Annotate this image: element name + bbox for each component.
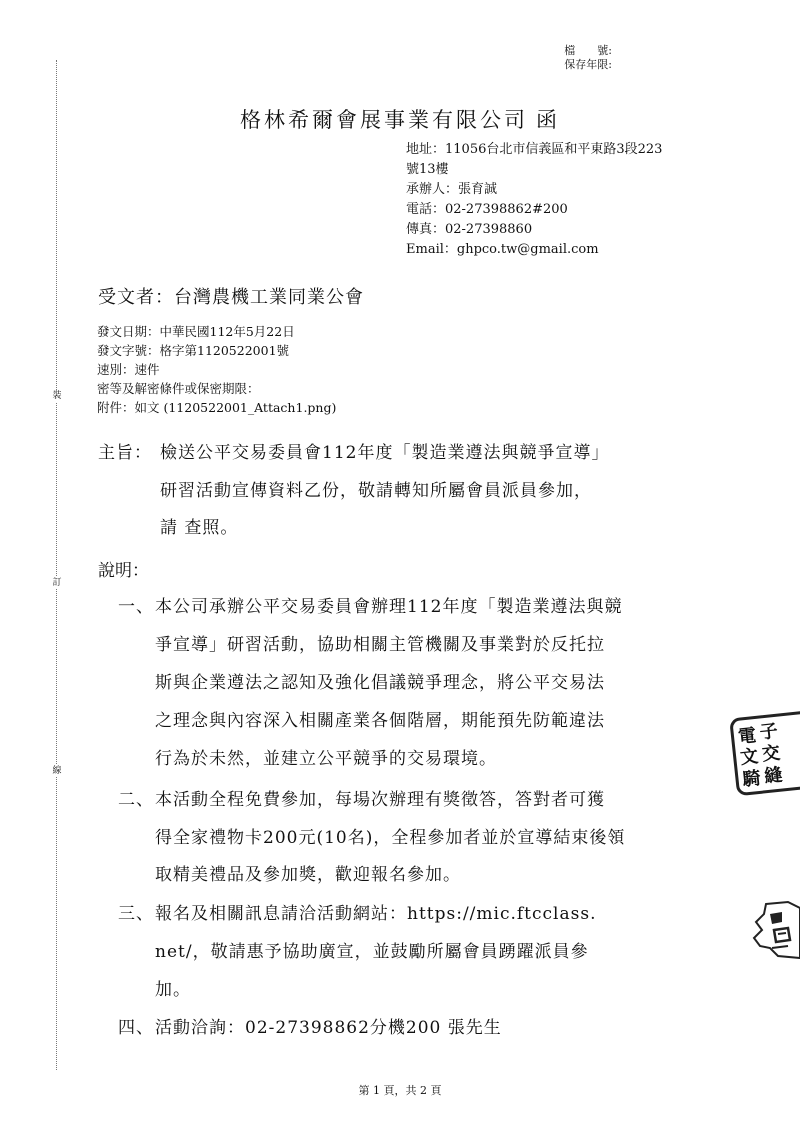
recipient: 受文者：台灣農機工業同業公會 (98, 287, 364, 308)
explanation-line: 爭宣導」研習活動，協助相關主管機關及事業對於反托拉 (155, 635, 605, 655)
explanation-line: 活動洽詢：02-27398862分機200 張先生 (155, 1018, 502, 1038)
explanation-item-number: 一、 (118, 597, 154, 617)
doc-type: 函 (536, 108, 560, 132)
org-name: 格林希爾會展事業有限公司 (240, 108, 528, 132)
explanation-line: net/，敬請惠予協助廣宣，並鼓勵所屬會員踴躍派員參 (155, 942, 589, 962)
subject-label: 主旨： (98, 443, 152, 463)
meta-speed: 速別：速件 (97, 362, 160, 377)
archive-retention-label: 保存年限: (564, 58, 612, 71)
explanation-item-number: 二、 (118, 790, 154, 810)
subject-line: 請 查照。 (160, 518, 239, 538)
stamp-char: 子 (758, 720, 779, 744)
explanation-line: 報名及相關訊息請洽活動網站：https://mic.ftcclass. (155, 904, 597, 924)
explanation-line: 行為於未然，並建立公平競爭的交易環境。 (155, 749, 497, 769)
explanation-line: 本活動全程免費參加，每場次辦理有獎徵答，答對者可獲 (155, 790, 605, 810)
contact-handler: 承辦人：張育誠 (406, 182, 498, 197)
explanation-line: 得全家禮物卡200元(10名)，全程參加者並於宣導結束後領 (155, 828, 626, 848)
document-title (0, 104, 800, 134)
stamp-char: 交 (761, 742, 782, 766)
seal-fragment-graphic (748, 900, 800, 960)
archive-doc-no-label: 檔 號: (564, 44, 612, 57)
contact-address-line1: 地址：11056台北市信義區和平東路3段223 (406, 142, 663, 157)
subject-line: 檢送公平交易委員會112年度「製造業遵法與競爭宣導」 (160, 443, 610, 463)
binding-char-zhuang: 裝 (52, 391, 62, 401)
contact-email: Email：ghpco.tw@gmail.com (406, 242, 599, 257)
meta-classification: 密等及解密條件或保密期限： (97, 381, 260, 396)
meta-ref-no: 發文字號：格字第1120522001號 (97, 343, 290, 358)
binding-char-xian: 線 (52, 766, 62, 776)
meta-attachment: 附件：如文 (1120522001_Attach1.png) (97, 400, 337, 415)
contact-phone: 電話：02-27398862#200 (406, 202, 568, 217)
binding-margin-line (56, 60, 57, 1070)
explanation-line: 之理念與內容深入相關產業各個階層，期能預先防範違法 (155, 711, 605, 731)
explanation-line: 斯與企業遵法之認知及強化倡議競爭理念，將公平交易法 (155, 673, 605, 693)
stamp-char: 縫 (763, 764, 784, 788)
meta-block (97, 322, 336, 417)
stamp-char: 電 (737, 725, 758, 748)
contact-fax: 傳真：02-27398860 (406, 222, 533, 237)
seam-stamp (729, 710, 800, 797)
meta-date: 發文日期：中華民國112年5月22日 (97, 324, 295, 339)
explanation-line: 加。 (155, 980, 191, 1000)
explanation-label: 說明： (98, 561, 149, 581)
stamp-char: 文 (739, 745, 760, 769)
explanation-item-number: 三、 (118, 904, 154, 924)
explanation-line: 本公司承辦公平交易委員會辦理112年度「製造業遵法與競 (155, 597, 623, 617)
explanation-item-number: 四、 (118, 1018, 154, 1038)
contact-block (406, 140, 736, 260)
page-footer: 第 1 頁，共 2 頁 (358, 1084, 442, 1097)
explanation-line: 取精美禮品及參加獎，歡迎報名參加。 (155, 865, 461, 885)
contact-address-line2: 號13樓 (406, 162, 449, 177)
binding-char-ding: 訂 (52, 578, 62, 588)
stamp-char: 騎 (741, 767, 762, 791)
subject-line: 研習活動宣傳資料乙份，敬請轉知所屬會員派員參加， (160, 481, 592, 501)
